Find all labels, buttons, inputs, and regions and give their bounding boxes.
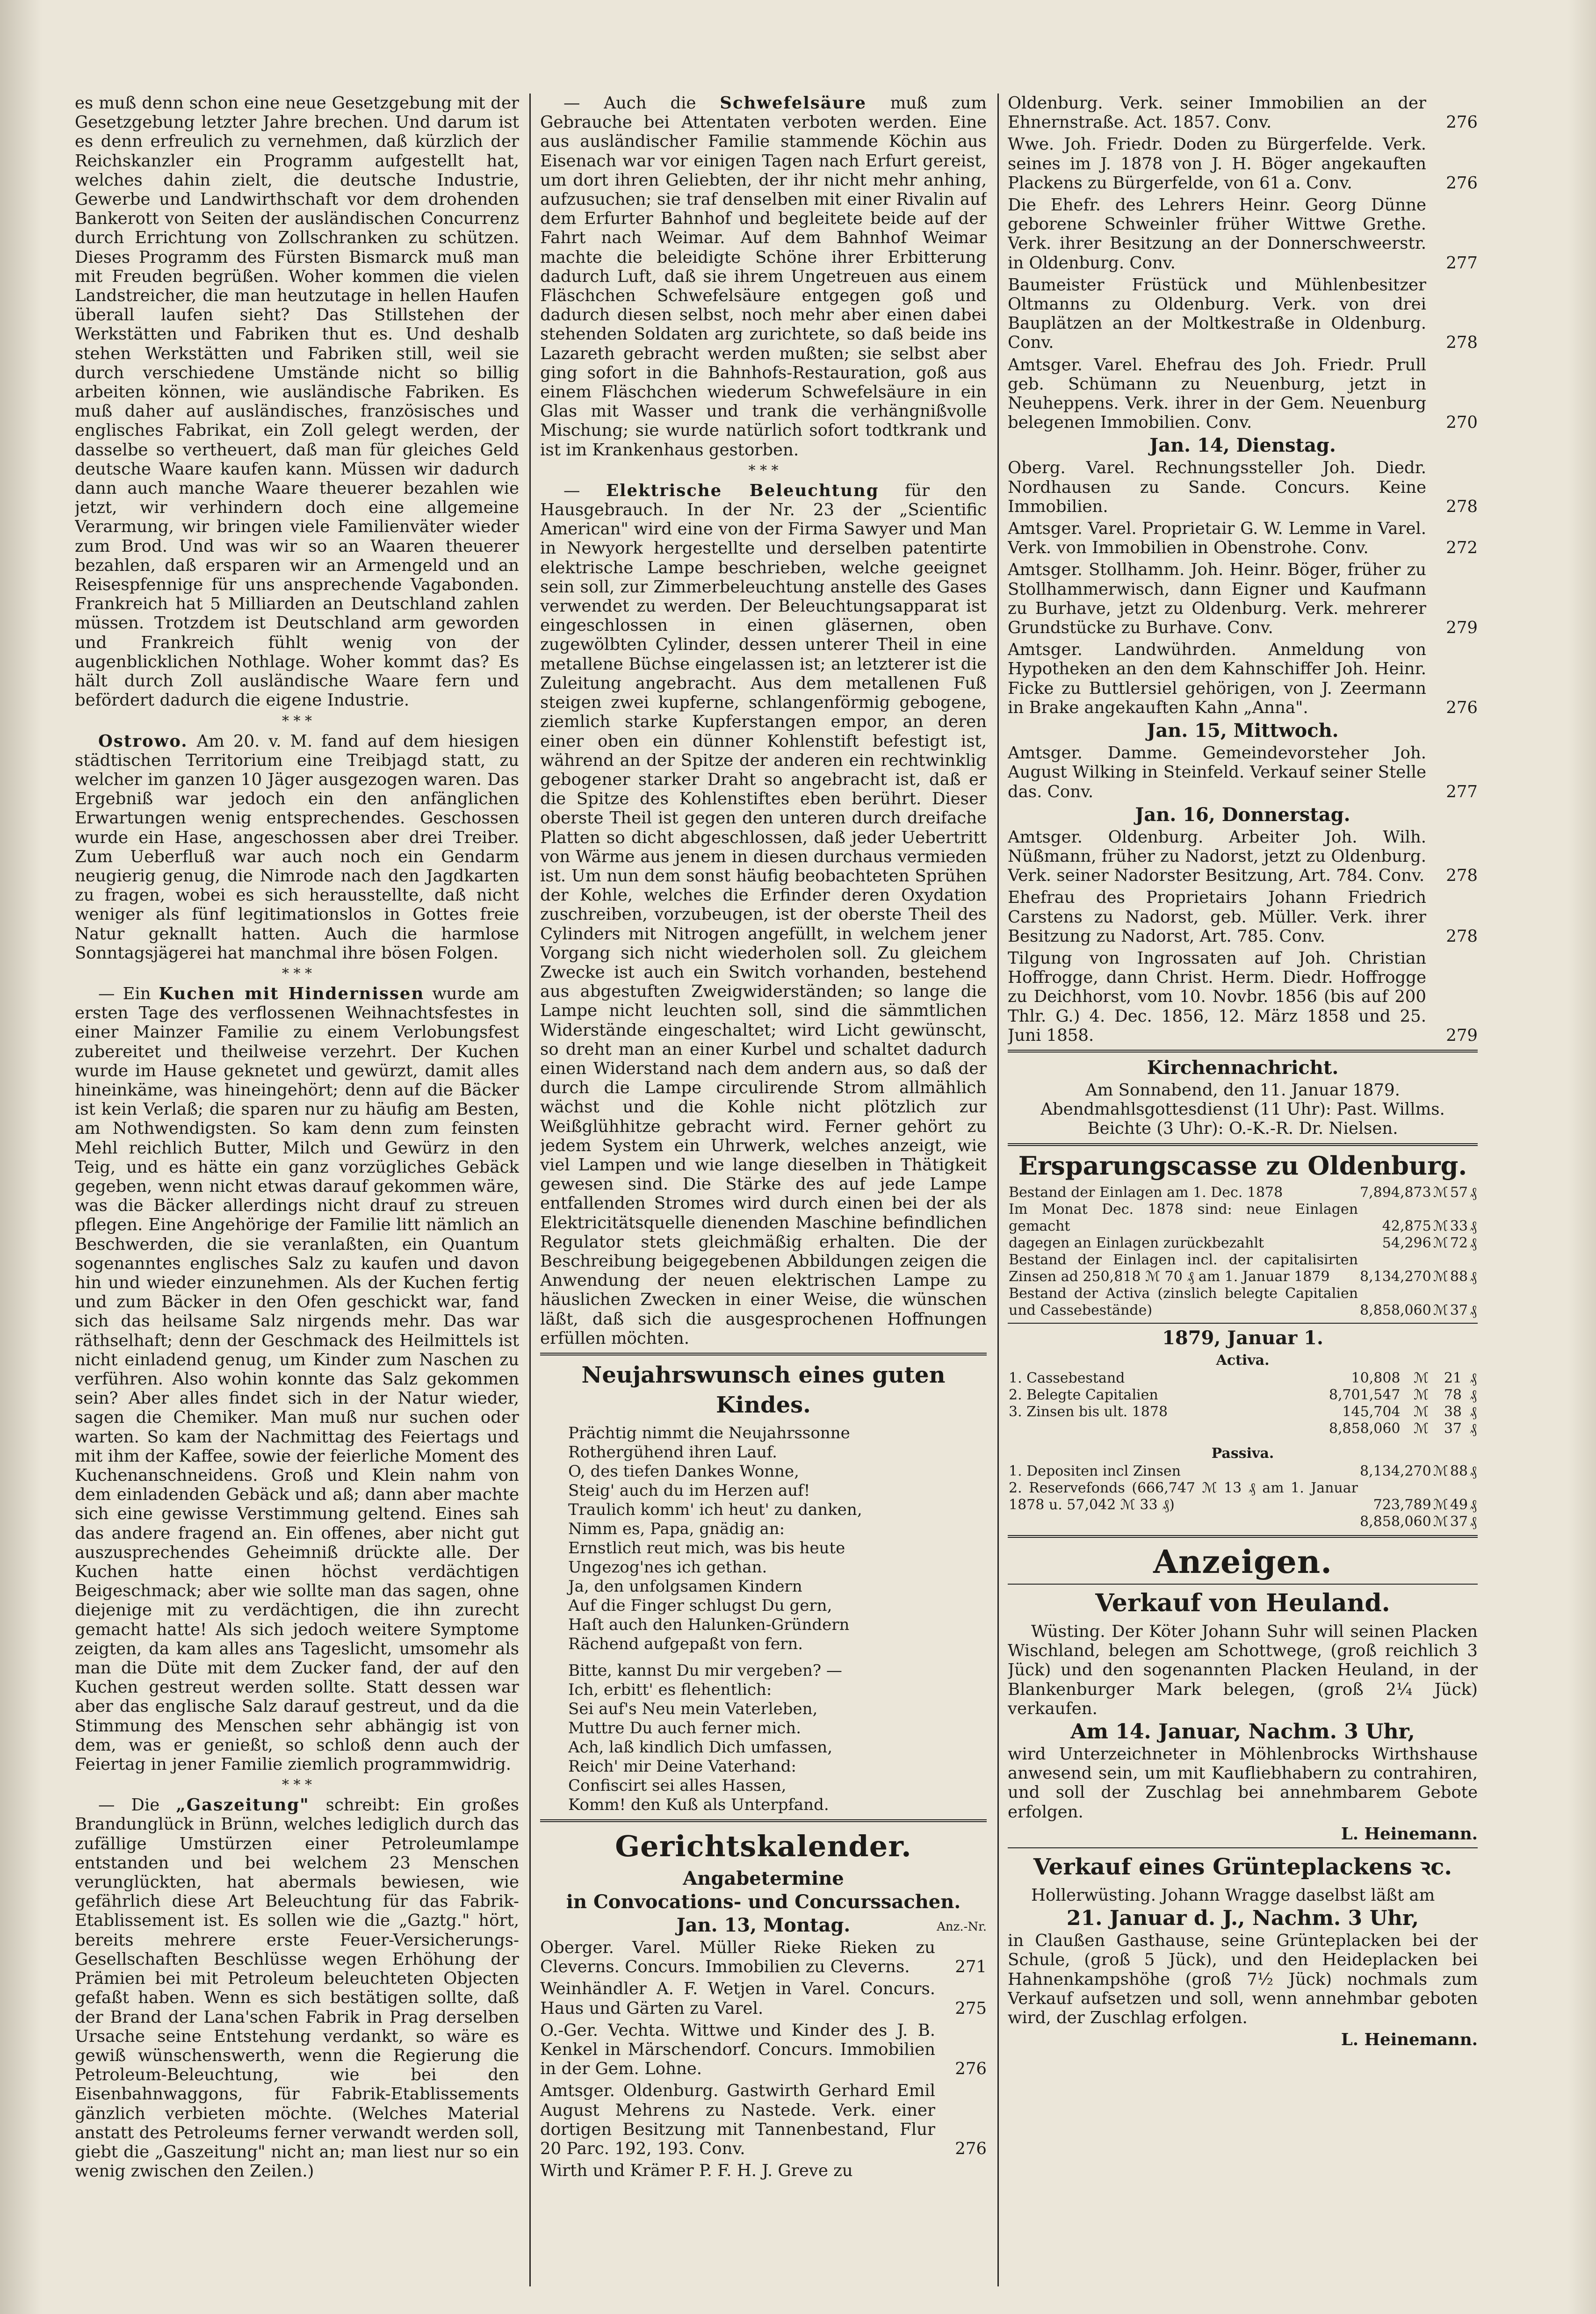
article-prefix: — Die [98,1795,176,1815]
currency-mark: ℳ [1433,1302,1448,1319]
entry-number: 270 [1446,413,1478,433]
row-label [1008,1420,1278,1437]
gerichtskalender-subtitle-1: Angabetermine [683,1867,844,1889]
article-ostrowo [75,732,519,963]
table-row [1008,1201,1478,1235]
entry-number: 279 [1446,618,1478,638]
row-label: 1. Cassebestand [1009,1370,1125,1386]
entry-text: Weinhändler A. F. Wetjen in Varel. Concurs. Haus und Gärten zu Varel. [540,1979,935,2018]
entry-number: 271 [955,1957,987,1977]
section-rule [540,1819,987,1822]
stanza-gap [568,1654,987,1661]
row-pfennig: 37 [1450,1513,1468,1530]
row-pfennig: 88 [1450,1268,1468,1285]
passiva-table [1008,1463,1478,1530]
court-entries [1008,828,1478,1045]
row-pfennig: 33 [1450,1218,1468,1234]
article-elektrische-beleuchtung [540,481,987,1348]
row-label: dagegen an Einlagen zurückbezahlt [1009,1234,1264,1251]
article-body: Am 20. v. M. fand auf dem hiesigen städtischen Territorium eine Treibjagd statt, zu welcher im ganzen 10 Jäger ausgezogen waren. Das Ergebniß war jedoch ein den anfänglichen Erwartungen wenig entsprechendes. Geschossen wurde ein Hase, angeschossen aber drei Treiber. Zum Ueberfluß war auch noch ein Gendarm neugierig genug, die Nimrode nach den Jagdkarten zu fragen, wobei es sich herausstellte, daß nicht weniger als fünf legitimationslos in Gottes freie Natur geknallt hatten. Auch die harmlose Sonntagsjägerei hat manchmal ihre bösen Folgen. [75,731,519,963]
entry-number: 279 [1446,1025,1478,1045]
court-entry [540,1979,987,2018]
section-rule [1008,1050,1478,1052]
date-heading: Jan. 14, Dienstag. [1149,434,1336,457]
ad-date: 21. Januar d. J., Nachm. 3 Uhr, [1066,1906,1419,1931]
currency-mark: ℳ [1433,1496,1448,1513]
entry-number: 275 [955,1998,987,2018]
kirchen-line: Abendmahlsgottesdienst (11 Uhr): Past. Willms. [1040,1100,1445,1119]
article-zollpolitik: es muß denn schon eine neue Gesetzgebung mit der Gesetzgebung letzter Jahre brechen. Und darum ist es denn erfreulich zu vernehmen, daß kürzlich der Reichskanzler ein Programm aufgestellt hat, welches dahin zielt, die deutsche Industrie, Gewerbe und Landwirthschaft vor dem drohenden Bankerott von Seiten der ausländischen Concurrenz durch Errichtung von Zollschranken zu schützen. Dieses Programm des Fürsten Bismarck muß man mit Freuden begrüßen. Woher kommen die vielen Landstreicher, die man heutzutage in hellen Haufen überall laufen sieht? Das Stillstehen der Werkstätten und Fabriken thut es. Und deshalb stehen Werkstätten und Fabriken still, weil sie durch verschiedene Umstände nicht so billig arbeiten können, wie ausländische Fabriken. Es muß daher auf ausländisches, französisches und englisches Fabrikat, ein Zoll gelegt werden, der dasselbe so vertheuert, daß man für gleiches Geld deutsche Waare kaufen kann. Müssen wir dadurch dann auch manche Waare theuerer bezahlen wie jetzt, wir verhindern doch eine allgemeine Verarmung, wir bringen viele Familienväter wieder zum Brod. Und was wir so an Waaren theuerer bezahlen, daß ersparen wir an Armengeld und an Reisespfennige für uns ansprechende Vagabonden. Frankreich hat 5 Milliarden an Deutschland zahlen müssen. Trotzdem ist Deutschland arm geworden und Frankreich fühlt wenig von der augenblicklichen Nothlage. Woher kommt das? Es hält durch Zoll ausländische Waare fern und befördert dadurch die eigene Industrie. [75,94,519,710]
ad-signature: L. Heinemann. [1341,1824,1478,1844]
currency-pf: ₰ [1470,1386,1477,1403]
entry-text: Wwe. Joh. Friedr. Doden zu Bürgerfelde. Verk. seines im J. 1878 von J. H. Böger angekauften Plackens zu Bürgerfelde, von 61 a. Conv. [1008,135,1426,193]
poem-line: Ja, den unfolgsamen Kindern [568,1577,802,1596]
currency-mark: ℳ [1433,1463,1448,1479]
entry-number: 272 [1446,538,1478,558]
kirchen-line: Am Sonnabend, den 11. Januar 1879. [1085,1080,1400,1100]
column-1 [75,94,519,2291]
row-value: 8,858,060 [1329,1420,1401,1437]
ad-title: Verkauf eines Grünteplackens ꝛc. [1033,1853,1452,1880]
entry-text: Amtsger. Stollhamm. Joh. Heinr. Böger, früher zu Stollhammerwisch, dann Eigner und Kaufmann zu Burhave, jetzt zu Oldenburg. Verk. mehrerer Grundstücke zu Burhave. Conv. [1008,560,1426,638]
entry-number: 278 [1446,497,1478,516]
gerichtskalender-title: Gerichtskalender. [615,1829,912,1863]
row-label: 3. Zinsen bis ult. 1878 [1009,1403,1168,1420]
poem-line: Traulich komm' ich heut' zu danken, [568,1500,862,1519]
article-body: wurde am ersten Tage des verflossenen Weihnachtsfestes in einer Mainzer Familie zu einem Verlobungsfest zubereitet und theilweise verzehrt. Der Kuchen wurde im Hause geknetet und gewürzt, damit alles hineinkäme, was hineingehört; denn auf die Bäcker ist kein Verlaß; die sparen nur zu häufig am Besten, am Nothwendigsten. So kam denn zum feinsten Mehl reichlich Butter, Milch und Gewürz in den Teig, und es hätte ein ganz vorzügliches Gebäck gegeben, wenn nicht etwas darauf gekommen wäre, was die Bäcker allerdings nicht drauf zu streuen pflegen. Eine Angehörige der Familie litt nämlich an Beschwerden, die sie veranlaßten, ein Quantum sogenanntes englisches Salz zu kaufen und davon hin und wieder einzunehmen. Als der Kuchen fertig und zum Bäcker in den Ofen geschickt war, fand sich das heilsame Salz nirgends mehr. Das war räthselhaft; denn der Geschmack des Heilmittels ist nicht einladend genug, um Kinder zum Naschen zu verführen. Also wohin konnte das Salz gekommen sein? Aber alles findet sich in der Natur wieder, sagen die Chemiker. Man muß nur suchen oder warten. So kam der Nachmittag des Feiertags und mit ihm der Kaffee, sowie der feierliche Moment des Kuchenanschneidens. Groß und Klein nahm von dem einladenden Gebäck und aß; dann aber machte sich eine gewisse Verstimmung geltend. Eines sah das andere fragend an. Ein offenes, aber nicht gut auszusprechendes Geheimniß drückte alle. Der Kuchen hatte einen höchst verdächtigen Beigeschmack; aber wie sollte man das sagen, ohne diejenige mit zu verdächtigen, die ihn zurecht gemacht hatte! Als sich jedoch weitere Symptome zeigten, da kam alles ans Tageslicht, umsomehr als man die Düte mit dem Zucker fand, der auf den Kuchen gestreut werden sollte. Statt dessen war aber das englische Salz darauf gestreut, und da die Stimmung des Menschen sehr abhängig ist von dem, was er genießt, so schloß denn auch der Feiertag in jener Familie ziemlich programmwidrig. [75,984,519,1774]
court-entry [540,2161,987,2180]
poem-line: O, des tiefen Dankes Wonne, [568,1462,799,1481]
poem-line: Ernstlich reut mich, was bis heute [568,1539,845,1557]
date-row [540,1915,987,1936]
court-entry [1008,888,1478,946]
row-value: 54,296 [1382,1234,1431,1251]
court-entries [1008,94,1478,432]
currency-pf: ₰ [1470,1268,1477,1285]
table-row [1008,1387,1478,1404]
row-label: 2. Belegte Capitalien [1009,1386,1158,1403]
entry-text: Wirth und Krämer P. F. H. J. Greve zu [540,2161,853,2181]
poem-line: Nimm es, Papa, gnädig an: [568,1520,785,1538]
table-row [1008,1420,1478,1437]
currency-mark: ℳ [1414,1386,1429,1403]
entry-number: 276 [955,2139,987,2159]
ad-text: in Claußen Gasthause, seine Grünteplacken bei der Schule, (groß 5 Jück), und den Heideplacken bei Hahnenkampshöhe (groß 7½ Jück) nochmals zum Verkauf aufsetzen und soll, wenn annehmbar geboten wird, der Zuschlag erfolgen. [1008,1931,1478,2027]
court-entries [1008,743,1478,801]
currency-pf: ₰ [1470,1370,1477,1386]
ad-text: Hollerwüsting. Johann Wragge daselbst läßt am [1031,1885,1435,1905]
entry-number: 278 [1446,333,1478,353]
row-label: Bestand der Einlagen am 1. Dec. 1878 [1009,1184,1283,1201]
row-pfennig: 49 [1450,1496,1468,1513]
activa-label: Activa. [1216,1352,1270,1369]
poem-line: Ungezog'nes ich gethan. [568,1558,767,1577]
court-entry [1008,828,1478,886]
entry-number: 276 [1446,113,1478,132]
ersparungscasse-table [1008,1184,1478,1319]
page-edge [1568,0,1596,2314]
court-entry [1008,275,1478,353]
currency-pf: ₰ [1470,1420,1477,1437]
court-entry [540,1938,987,1976]
separator-asterisks: * * * [748,462,779,479]
row-value: 145,704 [1342,1403,1401,1420]
row-label: 1. Depositen incl Zinsen [1009,1463,1181,1479]
row-label: Bestand der Activa (zinslich belegte Capitalien und Cassebestände) [1009,1285,1358,1319]
entry-text: Amtsger. Landwührden. Anmeldung von Hypotheken an den dem Kahnschiffer Joh. Heinr. Ficke zu Buttlersiel gehörigen, von J. Zeermann in Brake angekauften Kahn „Anna". [1008,640,1426,717]
table-row [1008,1480,1478,1514]
entry-number: 278 [1446,866,1478,886]
poem-line: Muttre Du auch ferner mich. [568,1719,801,1737]
table-row [1008,1404,1478,1420]
article-gaszeitung [75,1795,519,2181]
row-value: 7,894,873 [1360,1184,1431,1201]
article-prefix: — Auch die [563,94,720,113]
row-pfennig: 72 [1450,1234,1468,1251]
kirchennachricht-body [1008,1081,1478,1139]
anzeigen-title: Anzeigen. [1153,1543,1332,1581]
date-heading: Jan. 16, Donnerstag. [1135,803,1350,826]
row-pfennig: 88 [1450,1463,1468,1479]
court-entry [1008,519,1478,557]
row-value: 8,134,270 [1360,1463,1431,1479]
table-row [1008,1370,1478,1387]
kirchennachricht-title: Kirchennachricht. [1147,1056,1339,1079]
row-value: 8,134,270 [1360,1268,1431,1285]
table-row [1008,1235,1478,1252]
article-kuchen [75,984,519,1774]
currency-pf: ₰ [1470,1513,1477,1530]
article-title: Schwefelsäure [720,94,867,113]
article-title: „Gaszeitung" [176,1795,310,1815]
column-rule [529,94,531,2286]
poem-title: Neujahrswunsch eines guten Kindes. [581,1362,946,1418]
court-entries [540,1938,987,2180]
row-label: Im Monat Dec. 1878 sind: neue Einlagen gemacht [1009,1201,1358,1234]
currency-mark: ℳ [1414,1403,1429,1420]
date-heading: Jan. 13, Montag. [676,1914,851,1936]
entry-number: 278 [1446,926,1478,946]
row-pfennig: 38 [1444,1403,1462,1420]
entry-text: Ehefrau des Proprietairs Johann Friedrich Carstens zu Nadorst, geb. Müller. Verk. ihrer Besitzung zu Nadorst, Art. 785. Conv. [1008,888,1426,946]
table-row [1008,1285,1478,1319]
row-label [1008,1514,1359,1530]
poem-line: Ich, erbitt' es flehentlich: [568,1680,772,1699]
passiva-label: Passiva. [1211,1445,1274,1462]
court-entry [1008,355,1478,433]
article-title: Ostrowo. [98,731,188,751]
poem-line: Ach, laß kindlich Dich umfassen, [568,1738,833,1757]
entry-number: 276 [955,2059,987,2079]
currency-pf: ₰ [1470,1302,1477,1319]
currency-mark: ℳ [1433,1513,1448,1530]
currency-pf: ₰ [1470,1496,1477,1513]
row-pfennig: 78 [1444,1386,1462,1403]
row-value: 42,875 [1382,1218,1431,1234]
gerichtskalender-subtitle-2: in Convocations- und Concurssachen. [566,1891,961,1913]
ad-date: Am 14. Januar, Nachm. 3 Uhr, [1070,1719,1415,1744]
column-rule [997,94,999,2286]
row-value: 8,858,060 [1360,1513,1431,1530]
table-row [1008,1514,1478,1530]
poem [540,1424,987,1815]
table-row [1008,1463,1478,1480]
poem-stanza-1 [568,1424,987,1654]
currency-pf: ₰ [1470,1463,1477,1479]
ad-signature: L. Heinemann. [1341,2030,1478,2050]
court-entry [1008,560,1478,637]
article-prefix: — Ein [98,984,159,1003]
entry-text: Baumeister Früstück und Mühlenbesitzer Oltmanns zu Oldenburg. Verk. von drei Bauplätzen an der Moltkestraße in Oldenburg. Conv. [1008,275,1426,353]
poem-line: Confiscirt sei alles Hassen, [568,1776,787,1795]
article-body: für den Hausgebrauch. In der Nr. 23 der „Scientific American" wird eine von der Firma Sawyer und Man in Newyork hergestellte und derselben patentirte elektrische Lampe beschrieben, welche geeignet sein soll, zur Zimmerbeleuchtung anstelle des Gases verwendet zu werden. Der Beleuchtungsapparat ist eingeschlossen in einen gläsernen, oben zugewölbten Cylinder, dessen unterer Theil in eine metallene Büchse eingelassen ist; an letzterer ist die Zuleitung angebracht. Aus dem metallenen Fuß steigen zwei kupferne, schlangenförmig gebogene, ziemlich starke Kupferstangen empor, an deren einer oben ein dünner Kohlenstift befestigt ist, während an der Spitze der anderen ein rechtwinklig gebogener starker Draht so angebracht ist, daß er die Spitze des Kohlenstiftes eben berührt. Dieser oberste Theil ist gegen den unteren durch dreifache Platten so dicht abgeschlossen, daß jeder Uebertritt von Wärme aus jenem in diesen durchaus vermieden ist. Um nun dem sonst häufig beobachteten Sprühen der Kohle, welches die Erfinder deren Oxydation zuschreiben, vorzubeugen, ist der oberste Theil des Cylinders mit Nitrogen angefüllt, in welchem jener Vorgang sich nicht wiederholen soll. Zu gleichem Zwecke ist auch ein Switch vorhanden, bestehend aus abgestuften Zweigwiderständen; so lange die Lampe nicht leuchten soll, sind die sämmtlichen Widerstände eingeschaltet; wird Licht gewünscht, so dreht man an einer Kurbel und schaltet dadurch einen Widerstand nach dem andern aus, so daß der durch die Lampe circulirende Strom allmählich wächst und die Kohle nicht plötzlich zur Weißglühhitze gebracht wird. Ferner gehört zu jedem System ein Uhrwerk, welches anzeigt, wie viel Lampen und wie lange dieselben in Thätigkeit gewesen sind. Die Stärke des auf jede Lampe entfallenden Stromes wird durch einen bei der als Elektricitätsquelle dienenden Maschine befindlichen Regulator stets gleichmäßig erhalten. Die der Beschreibung beigegebenen Abbildungen zeigen die Anwendung der neuen elektrischen Lampe zu häuslichen Zwecken in einer Weise, die wünschen läßt, daß sich die ausgesprochenen Hoffnungen erfüllen möchten. [540,481,987,1348]
row-value: 8,701,547 [1329,1386,1401,1403]
entry-number: 276 [1446,173,1478,193]
poem-line: Steig' auch du im Herzen auf! [568,1481,810,1500]
entry-number: 276 [1446,698,1478,717]
rule [1008,1847,1478,1848]
entry-number: 277 [1446,782,1478,801]
court-entry [1008,743,1478,801]
row-label: Bestand der Einlagen incl. der capitalisirten Zinsen ad 250,818 ℳ 70 ₰ am 1. Januar 1879 [1009,1251,1358,1285]
court-entry [1008,458,1478,516]
column-3 [1008,94,1478,2291]
article-body: schreibt: Ein großes Brandunglück in Brünn, welches lediglich durch das zufällige Umstürzen einer Petroleumlampe entstanden und bei welchem 23 Menschen verunglückten, hat abermals bewiesen, wie gefährlich diese Art Beleuchtung für das Fabrik-Etablissement ist. Es sollen wie die „Gaztg." hört, bereits mehrere erste Feuer-Versicherungs-Gesellschaften Beschlüsse wegen Erhöhung der Prämien bei mit Petroleum beleuchteten Objecten gefaßt haben. Wenn es sich bestätigen sollte, daß der Brand der Lana'schen Fabrik in Prag derselben Ursache seine Entstehung verdankt, so wäre es gewiß wünschenswerth, wenn die Regierung die Petroleum-Beleuchtung, wie bei den Eisenbahnwaggons, für Fabrik-Etablissements gänzlich verbieten möchte. (Welches Material anstatt des Petroleums ferner verwandt werden soll, giebt die „Gaszeitung" nicht an; man liest nur so ein wenig zwischen den Zeilen.) [75,1795,519,2181]
entry-text: Amtsger. Varel. Proprietair G. W. Lemme in Varel. Verk. von Immobilien in Obenstrohe. Conv. [1008,519,1426,558]
separator-asterisks: * * * [282,1777,312,1794]
currency-mark: ℳ [1414,1420,1429,1437]
separator-asterisks: * * * [282,713,312,729]
poem-line: Auf die Finger schlugst Du gern, [568,1596,832,1615]
article-schwefelsaeure [540,94,987,460]
entry-number: 277 [1446,253,1478,273]
article-title: Elektrische Beleuchtung [606,481,879,500]
row-pfennig: 21 [1444,1370,1462,1386]
ad-text: Wüsting. Der Köter Johann Suhr will seinen Placken Wischland, belegen am Schottwege, (groß reichlich 3 Jück) und den sogenannten Placken Heuland, in der Blankenburger Mark belegen, (groß 2¼ Jück) verkaufen. [1008,1622,1478,1718]
rule [1008,1584,1478,1585]
column-2 [540,94,987,2291]
poem-line: Haſt auch den Halunken-Gründern [568,1615,850,1634]
entry-text: Oldenburg. Verk. seiner Immobilien an der Ehnernstraße. Act. 1857. Conv. [1008,94,1426,132]
poem-line: Bitte, kannst Du mir vergeben? — [568,1661,842,1680]
row-pfennig: 37 [1450,1302,1468,1319]
ersparungscasse-title: Ersparungscasse zu Oldenburg. [1018,1150,1467,1181]
article-prefix: — [563,481,606,500]
currency-mark: ℳ [1433,1268,1448,1285]
currency-mark: ℳ [1414,1370,1429,1386]
poem-line: Rächend aufgepaßt von fern. [568,1635,803,1653]
date-heading: Jan. 15, Mittwoch. [1147,720,1339,742]
entry-text: Amtsger. Oldenburg. Gastwirth Gerhard Emil August Mehrens zu Nastede. Verk. einer dortigen Besitzung mit Tannenbestand, Flur 20 Parc. 192, 193. Conv. [540,2081,935,2159]
poem-line: Prächtig nimmt die Neujahrssonne [568,1424,850,1442]
court-entries [1008,458,1478,717]
currency-pf: ₰ [1470,1218,1477,1234]
entry-text: Amtsger. Damme. Gemeindevorsteher Joh. August Wilking in Steinfeld. Verkauf seiner Stelle das. Conv. [1008,743,1426,801]
poem-stanza-2 [568,1661,987,1815]
court-entry [540,2021,987,2079]
row-value: 10,808 [1351,1370,1401,1386]
entry-text: Die Ehefr. des Lehrers Heinr. Georg Dünne geborene Schweinler früher Wittwe Grethe. Verk. ihrer Besitzung an der Donnerschweerstr. in Oldenburg. Conv. [1008,195,1426,273]
poem-line: Sei auf's Neu mein Vaterleben, [568,1700,818,1718]
poem-line: Rothergühend ihren Lauf. [568,1443,777,1462]
page-gutter-shadow [0,0,42,2314]
poem-line: Reich' mir Deine Vaterhand: [568,1757,796,1776]
row-label: 2. Reservefonds (666,747 ℳ 13 ₰ am 1. Januar 1878 u. 57,042 ℳ 33 ₰) [1009,1479,1358,1513]
currency-pf: ₰ [1470,1184,1477,1201]
entry-text: Tilgung von Ingrossaten auf Joh. Christian Hoffrogge, dann Christ. Herm. Diedr. Hoffrogge zu Deichhorst, vom 10. Novbr. 1856 (bis auf 200 Thlr. G.) 4. Dec. 1856, 12. März 1858 und 25. Juni 1858. [1008,948,1426,1045]
article-body: muß zum Gebrauche bei Attentaten verboten werden. Eine aus ausländischer Familie stammende Köchin aus Eisenach war vor einigen Tagen nach Erfurt gereist, um dort ihren Geliebten, der ihr nicht mehr anhing, aufzusuchen; sie traf denselben mit einer Rivalin auf dem Erfurter Bahnhof und begleitete beide auf der Fahrt nach Weimar. Auf dem Bahnhof Weimar machte die beleidigte Schöne ihrer Erbitterung dadurch Luft, daß sie ihrem Ungetreuen aus einem Fläschchen Schwefelsäure entgegen goß und dadurch diesen selbst, noch mehr aber einen dabei stehenden Soldaten arg zurichtete, so daß beide ins Lazareth gebracht werden mußten; sie selbst aber ging sofort in die Bahnhofs-Restauration, goß aus einem Fläschchen wiederum Schwefelsäure in ein Glas mit Wasser und trank die verhängnißvolle Mischung; sie wurde natürlich sofort todtkrank und ist im Krankenhaus gestorben. [540,94,987,460]
column-header-anz-nr: Anz.-Nr. [937,1920,987,1934]
court-entry [1008,195,1478,273]
court-entry [1008,94,1478,132]
entry-text: Amtsger. Oldenburg. Arbeiter Joh. Wilh. Nüßmann, früher zu Nadorst, jetzt zu Oldenburg. Verk. seiner Nadorster Besitzung, Art. 784. Conv. [1008,827,1426,886]
currency-mark: ℳ [1433,1234,1448,1251]
row-value: 8,858,060 [1360,1302,1431,1319]
separator-asterisks: * * * [282,965,312,982]
kirchen-line: Beichte (3 Uhr): O.-K.-R. Dr. Nielsen. [1087,1119,1398,1139]
entry-text: Amtsger. Varel. Ehefrau des Joh. Friedr. Prull geb. Schümann zu Neuenburg, jetzt in Neuheppens. Verk. ihrer in der Gem. Neuenburg belegenen Immobilien. Conv. [1008,355,1426,433]
entry-text: O.-Ger. Vechta. Wittwe und Kinder des J. B. Kenkel in Märschendorf. Concurs. Immobilien in der Gem. Lohne. [540,2020,935,2079]
table-row [1008,1252,1478,1285]
row-value: 723,789 [1373,1496,1431,1513]
court-entry [1008,949,1478,1045]
currency-pf: ₰ [1470,1403,1477,1420]
bilanz-title: 1879, Januar 1. [1162,1326,1323,1349]
currency-mark: ℳ [1433,1218,1448,1234]
section-rule [1008,1535,1478,1538]
court-entry [1008,640,1478,717]
poem-line: Komm! den Kuß als Unterpfand. [568,1795,829,1814]
entry-text: Oberg. Varel. Rechnungssteller Joh. Diedr. Nordhausen zu Sande. Concurs. Keine Immobilien. [1008,458,1426,516]
section-rule [1008,1143,1478,1146]
table-row [1008,1184,1478,1201]
row-pfennig: 57 [1450,1184,1468,1201]
article-title: Kuchen mit Hindernissen [159,984,425,1003]
activa-table [1008,1370,1478,1437]
ad-title: Verkauf von Heuland. [1095,1588,1390,1617]
row-pfennig: 37 [1444,1420,1462,1437]
court-entry [1008,135,1478,193]
entry-text: Oberger. Varel. Müller Rieke Rieken zu Cleverns. Concurs. Immobilien zu Cleverns. [540,1938,935,1977]
ad-text: wird Unterzeichneter in Möhlenbrocks Wirthshause anwesend sein, um mit Kaufliebhabern zu contrahiren, und soll der Zuschlag bei annehmbarem Gebote erfolgen. [1008,1744,1478,1822]
currency-mark: ℳ [1433,1184,1448,1201]
section-rule [540,1353,987,1355]
currency-pf: ₰ [1470,1234,1477,1251]
court-entry [540,2081,987,2158]
rule [1008,1323,1478,1324]
